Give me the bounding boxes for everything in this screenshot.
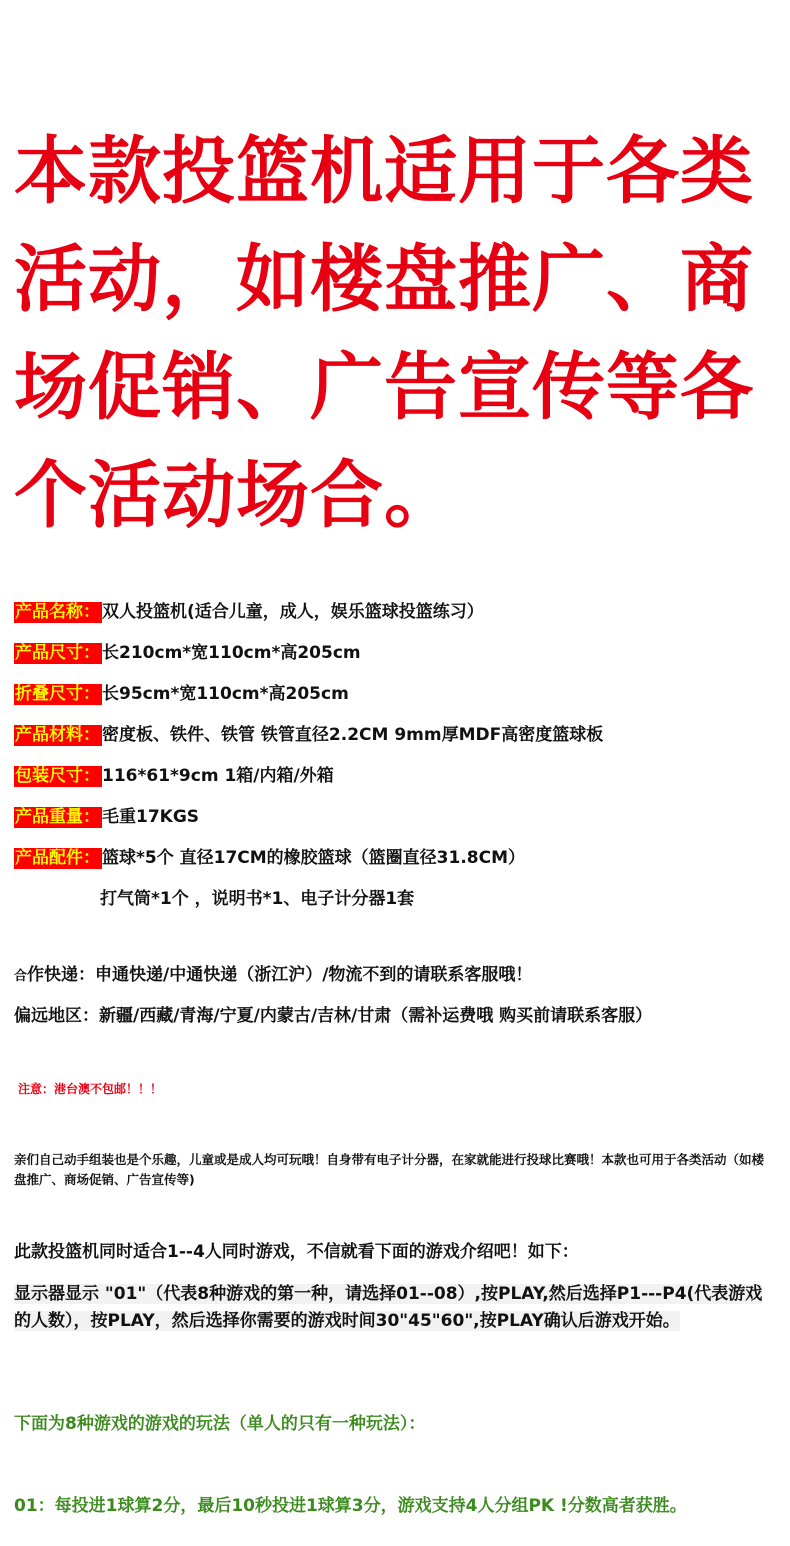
spec-label: 产品重量：	[15, 807, 100, 827]
game-mode-01: 01：每投进1球算2分，最后10秒投进1球算3分，游戏支持4人分组PK !分数高者获胜。	[14, 1496, 687, 1516]
spec-row-accessories	[14, 846, 525, 870]
accessories-extra: 打气筒*1个 ，说明书*1、电子计分器1套	[100, 889, 415, 909]
display-instructions	[14, 1281, 776, 1335]
spec-row-product-name	[14, 600, 484, 624]
game-modes-heading: 下面为8种游戏的游戏的玩法（单人的只有一种玩法）：	[14, 1414, 426, 1434]
spec-row-material	[14, 723, 603, 747]
spec-value: 篮球*5个 直径17CM的橡胶篮球（篮圈直径31.8CM）	[102, 848, 526, 868]
headline: 本款投篮机适用于各类活动，如楼盘推广、商场促销、广告宣传等各个活动场合。	[14, 129, 754, 538]
spec-row-package-size	[14, 764, 334, 788]
spec-value: 长95cm*宽110cm*高205cm	[102, 684, 349, 704]
spec-label: 折叠尺寸：	[15, 684, 100, 704]
spec-label: 产品名称：	[15, 602, 100, 622]
spec-label: 包装尺寸：	[15, 766, 100, 786]
shipping-text: 作快递：申通快递/中通快递（浙江沪）/物流不到的请联系客服哦！	[27, 965, 533, 985]
assembly-paragraph: 亲们自己动手组装也是个乐趣，儿童或是成人均可玩哦！自身带有电子计分器，在家就能进行投球比赛哦！本款也可用于各类活动（如楼盘推广、商场促销、广告宣传等)	[14, 1152, 765, 1187]
spec-row-product-size	[14, 641, 361, 665]
spec-label: 产品配件：	[15, 848, 100, 868]
spec-row-weight	[14, 805, 199, 829]
spec-value: 毛重17KGS	[102, 807, 200, 827]
shipping-first-char: 合	[14, 969, 28, 984]
spec-value: 双人投篮机(适合儿童，成人，娱乐篮球投篮练习）	[102, 602, 484, 622]
remote-areas-line: 偏远地区：新疆/西藏/青海/宁夏/内蒙古/吉林/甘肃（需补运费哦 购买前请联系客服）	[14, 1006, 653, 1026]
shipping-notice: 注意：港台澳不包邮！！！	[18, 1082, 163, 1096]
spec-value: 密度板、铁件、铁管 铁管直径2.2CM 9mm厚MDF高密度篮球板	[102, 725, 604, 745]
spec-value: 长210cm*宽110cm*高205cm	[102, 643, 361, 663]
spec-value: 116*61*9cm 1箱/内箱/外箱	[102, 766, 334, 786]
display-instructions-text: 显示器显示 "01"（代表8种游戏的第一种，请选择01--08）,按PLAY,然后选择P1---P4(代表游戏的人数），按PLAY，然后选择你需要的游戏时间30"45"60",按PLAY确认后游戏开始。	[14, 1284, 763, 1331]
players-intro: 此款投篮机同时适合1--4人同时游戏，不信就看下面的游戏介绍吧！如下：	[14, 1242, 579, 1262]
spec-row-folded-size	[14, 682, 349, 706]
spec-label: 产品材料：	[15, 725, 100, 745]
spec-label: 产品尺寸：	[15, 643, 100, 663]
shipping-line	[14, 963, 532, 989]
